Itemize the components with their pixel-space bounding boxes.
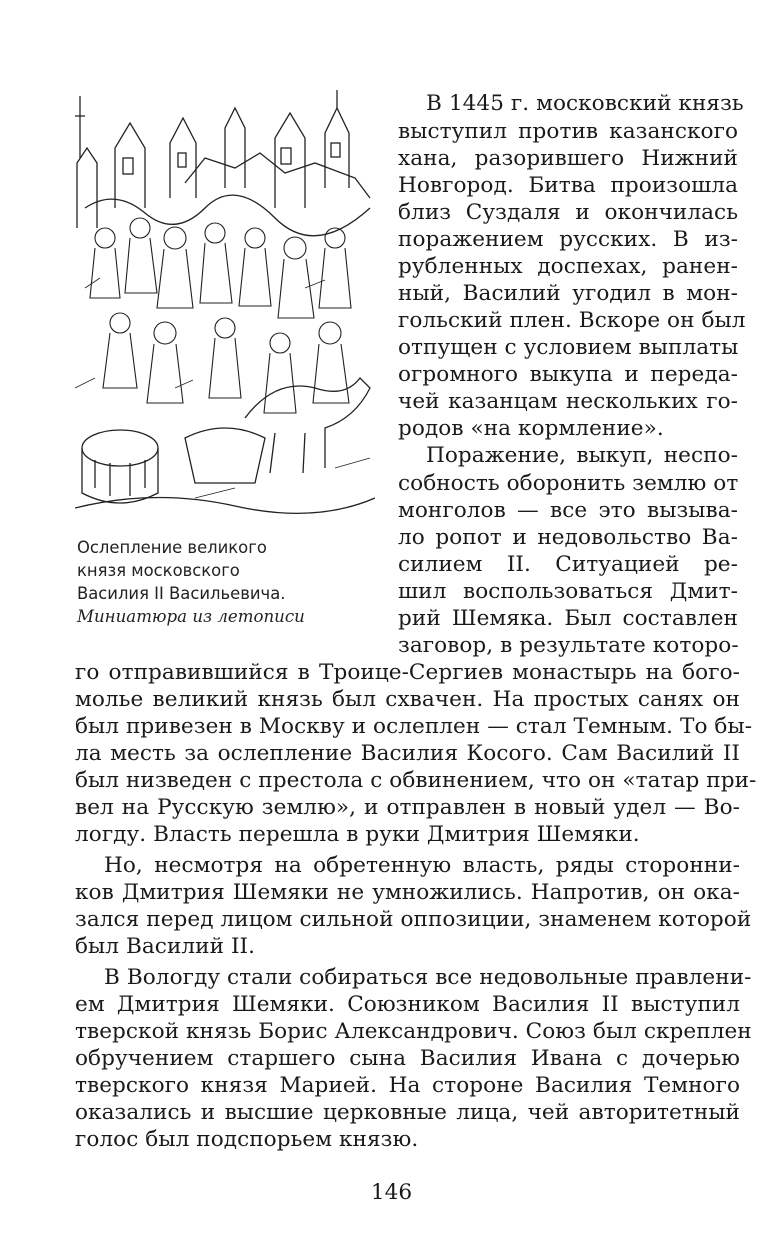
- chronicle-miniature-illustration: [75, 88, 375, 520]
- text-line: рий Шемяка. Был составлен: [398, 606, 738, 631]
- text-line: ло ропот и недовольство Ва-: [398, 525, 738, 550]
- text-line: обручением старшего сына Василия Ивана с дочерью: [75, 1046, 740, 1071]
- text-line: логду. Власть перешла в руки Дмитрия Шемяки.: [75, 822, 640, 847]
- text-line: В 1445 г. московский князь: [426, 91, 744, 116]
- text-line: поражением русских. В из-: [398, 227, 738, 252]
- caption-line: князя московского: [77, 561, 240, 580]
- text-line: шил воспользоваться Дмит-: [398, 579, 738, 604]
- text-line: ный, Василий угодил в мон-: [398, 281, 738, 306]
- text-line: выступил против казанского: [398, 119, 738, 144]
- text-line: был низведен с престола с обвинением, что он «татар при-: [75, 768, 757, 793]
- caption-line: Ослепление великого: [77, 538, 267, 557]
- text-line: ем Дмитрия Шемяки. Союзником Василия II выступил: [75, 992, 740, 1017]
- text-line: ла месть за ослепление Василия Косого. Сам Василий II: [75, 741, 740, 766]
- text-line: монголов — все это вызыва-: [398, 498, 738, 523]
- text-line: родов «на кормление».: [398, 416, 664, 441]
- text-line: Но, несмотря на обретенную власть, ряды сторонни-: [104, 853, 740, 878]
- text-line: огромного выкупа и переда-: [398, 362, 738, 387]
- text-line: Поражение, выкуп, неспо-: [426, 443, 738, 468]
- text-line: заговор, в результате которо-: [398, 633, 739, 658]
- caption-line: Василия II Васильевича.: [77, 584, 286, 603]
- text-line: В Вологду стали собираться все недовольные правлени-: [104, 965, 752, 990]
- text-line: вел на Русскую землю», и отправлен в новый удел — Во-: [75, 795, 740, 820]
- text-line: силием II. Ситуацией ре-: [398, 552, 738, 577]
- page-number: 146: [370, 1180, 413, 1205]
- text-line: отпущен с условием выплаты: [398, 335, 739, 360]
- caption-source: Миниатюра из летописи: [77, 607, 305, 626]
- text-line: гольский плен. Вскоре он был: [398, 308, 746, 333]
- text-line: тверской князь Борис Александрович. Союз был скреплен: [75, 1019, 752, 1044]
- text-line: зался перед лицом сильной оппозиции, знаменем которой: [75, 907, 752, 932]
- text-line: тверского князя Марией. На стороне Василия Темного: [75, 1073, 740, 1098]
- text-line: го отправившийся в Троице-Сергиев монастырь на бого-: [75, 660, 740, 685]
- text-line: был привезен в Москву и ослеплен — стал Темным. То бы-: [75, 714, 753, 739]
- text-line: голос был подспорьем князю.: [75, 1127, 419, 1152]
- text-line: хана, разорившего Нижний: [398, 146, 738, 171]
- text-line: оказались и высшие церковные лица, чей авторитетный: [75, 1100, 740, 1125]
- text-line: Новгород. Битва произошла: [398, 173, 738, 198]
- text-line: чей казанцам нескольких го-: [398, 389, 738, 414]
- text-line: собность оборонить землю от: [398, 471, 739, 496]
- text-line: был Василий II.: [75, 934, 256, 959]
- text-line: рубленных доспехах, ранен-: [398, 254, 738, 279]
- figure-caption: [77, 536, 377, 628]
- text-line: ков Дмитрия Шемяки не умножились. Напротив, он ока-: [75, 880, 740, 905]
- text-line: близ Суздаля и окончилась: [398, 200, 738, 225]
- text-line: молье великий князь был схвачен. На простых санях он: [75, 687, 740, 712]
